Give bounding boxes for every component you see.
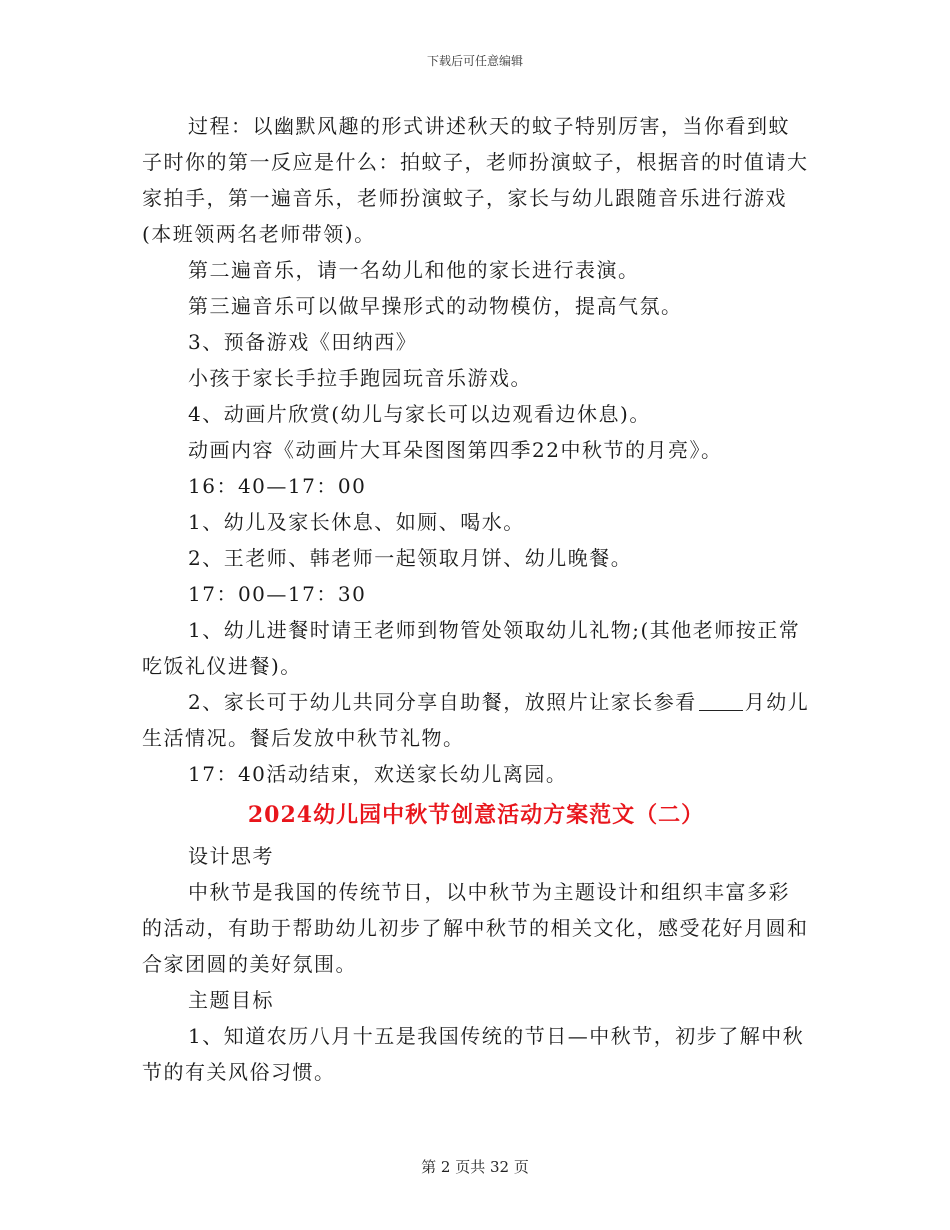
paragraph: 动画内容《动画片大耳朵图图第四季22中秋节的月亮》。 xyxy=(188,438,723,462)
list-item: 4、动画片欣赏(幼儿与家长可以边观看边休息)。 xyxy=(188,402,651,426)
page-header: 下载后可任意编辑 xyxy=(426,54,523,68)
paragraph: 过程：以幽默风趣的形式讲述秋天的蚊子特别厉害，当你看到蚊子时你的第一反应是什么：拍蚊子，老师扮演蚊子，根据音的时值请大家拍手，第一遍音乐，老师扮演蚊子，家长与幼儿跟随音乐进行游戏(本班领两名老师带领)。 xyxy=(142,114,809,246)
document-body xyxy=(142,108,810,1090)
paragraph: 第二遍音乐，请一名幼儿和他的家长进行表演。 xyxy=(188,258,640,282)
list-item: 3、预备游戏《田纳西》 xyxy=(188,330,418,354)
paragraph: 中秋节是我国的传统节日，以中秋节为主题设计和组织丰富多彩的活动，有助于帮助幼儿初步了解中秋节的相关文化，感受花好月圆和合家团圆的美好氛围。 xyxy=(142,880,809,976)
time-heading: 17：00—17：30 xyxy=(188,582,367,606)
fill-blank xyxy=(699,690,743,711)
paragraph: 第三遍音乐可以做早操形式的动物模仿，提高气氛。 xyxy=(188,294,683,318)
paragraph-part: 月幼儿生活情况。餐后发放中秋节礼物。 xyxy=(142,690,810,750)
section-title: 2024幼儿园中秋节创意活动方案范文（二） xyxy=(247,802,705,828)
paragraph-part: 2、家长可于幼儿共同分享自助餐，放照片让家长参看 xyxy=(188,690,697,714)
subheading: 主题目标 xyxy=(188,988,274,1012)
list-item: 2、王老师、韩老师一起领取月饼、幼儿晚餐。 xyxy=(188,546,633,570)
subheading: 设计思考 xyxy=(188,844,274,868)
list-item: 1、知道农历八月十五是我国传统的节日—中秋节，初步了解中秋节的有关风俗习惯。 xyxy=(142,1024,805,1084)
list-item: 1、幼儿及家长休息、如厕、喝水。 xyxy=(188,510,525,534)
page-footer: 第 2 页共 32 页 xyxy=(421,1158,529,1176)
list-item: 1、幼儿进餐时请王老师到物管处领取幼儿礼物;(其他老师按正常吃饭礼仪进餐)。 xyxy=(142,618,801,678)
paragraph: 小孩于家长手拉手跑园玩音乐游戏。 xyxy=(188,366,532,390)
time-heading: 16：40—17：00 xyxy=(188,474,367,498)
list-item xyxy=(142,684,810,756)
paragraph: 17：40活动结束，欢送家长幼儿离园。 xyxy=(188,762,568,786)
